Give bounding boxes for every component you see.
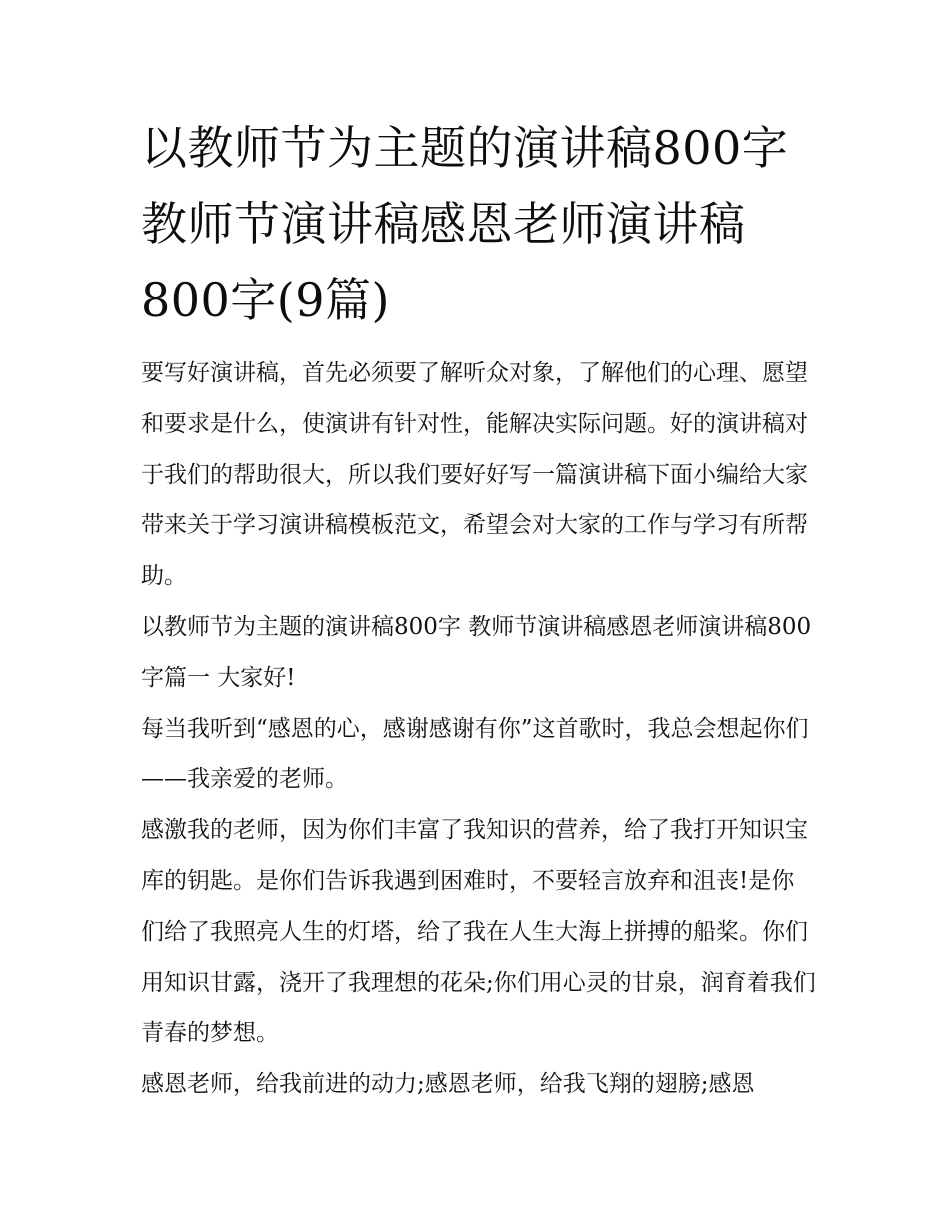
document-title: 以教师节为主题的演讲稿800字 教师节演讲稿感恩老师演讲稿800字(9篇) [141,121,789,327]
document-body [141,348,816,1110]
paragraph-gratitude: 感激我的老师，因为你们丰富了我知识的营养，给了我打开知识宝库的钥匙。是你们告诉我遇到困难时，不要轻言放弃和沮丧!是你们给了我照亮人生的灯塔，给了我在人生大海上拼搏的船桨。你们用知识甘露，浇开了我理想的花朵;你们用心灵的甘泉，润育着我们青春的梦想。 [141,817,816,1047]
document-content [141,110,816,1110]
paragraph-intro: 要写好演讲稿，首先必须要了解听众对象，了解他们的心理、愿望和要求是什么，使演讲有针对性，能解决实际问题。好的演讲稿对于我们的帮助很大，所以我们要好好写一篇演讲稿下面小编给大家带来关于学习演讲稿模板范文，希望会对大家的工作与学习有所帮助。 [141,360,808,590]
paragraph-closing: 感恩老师，给我前进的动力;感恩老师，给我飞翔的翅膀;感恩 [141,1071,755,1098]
paragraph-heading-line: 以教师节为主题的演讲稿800字 教师节演讲稿感恩老师演讲稿800字篇一 大家好! [141,613,812,691]
paragraph-song: 每当我听到“感恩的心，感谢感谢有你”这首歌时，我总会想起你们——我亲爱的老师。 [141,715,809,793]
